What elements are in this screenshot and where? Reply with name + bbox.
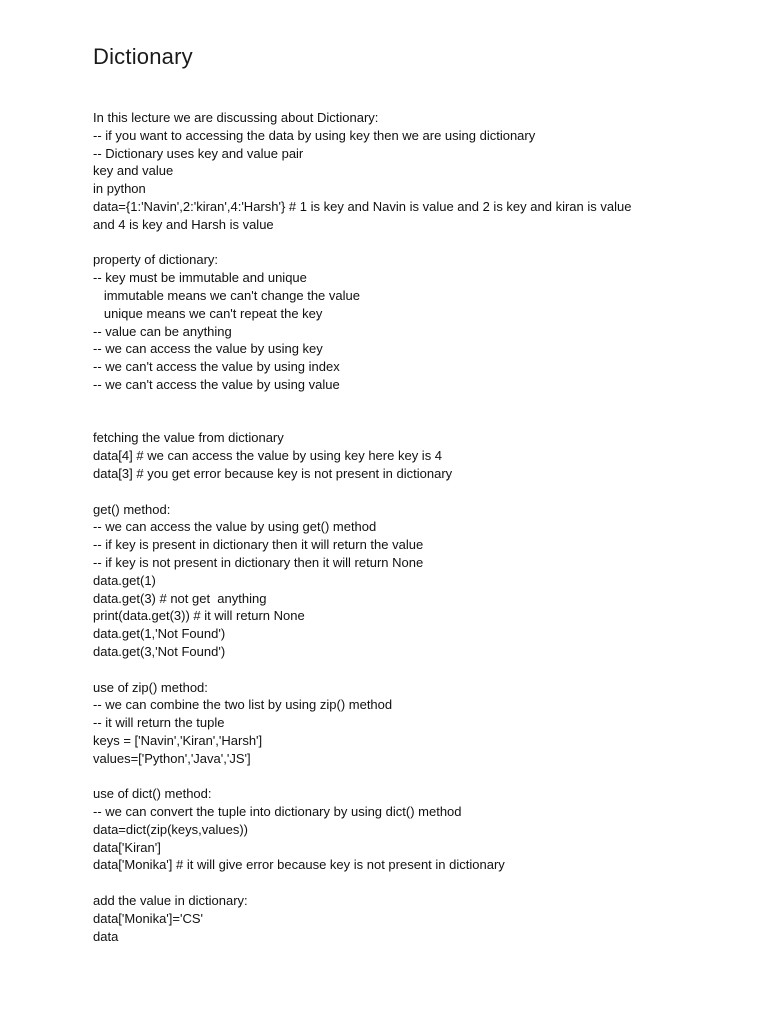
text-line: values=['Python','Java','JS']: [93, 750, 251, 766]
text-line: -- Dictionary uses key and value pair: [93, 145, 304, 161]
text-line: data=dict(zip(keys,values)): [93, 821, 248, 837]
text-line: add the value in dictionary:: [93, 893, 248, 909]
blank-line: [93, 412, 713, 430]
text-line: data['Monika']='CS': [93, 910, 204, 926]
text-line: key and value: [93, 163, 174, 179]
text-line: and 4 is key and Harsh is value: [93, 216, 274, 232]
text-line: -- we can access the value by using get() method: [93, 519, 377, 535]
text-line: data={1:'Navin',2:'kiran',4:'Harsh'} # 1 is key and Navin is value and 2 is key and kiran is value: [93, 198, 632, 214]
text-line: data.get(1,'Not Found'): [93, 626, 226, 642]
text-line: use of dict() method:: [93, 786, 212, 802]
document-body: [93, 109, 713, 945]
text-line: -- if you want to accessing the data by using key then we are using dictionary: [93, 127, 536, 143]
text-line: -- it will return the tuple: [93, 715, 225, 731]
text-line: -- we can't access the value by using value: [93, 376, 340, 392]
text-line: data['Kiran']: [93, 839, 161, 855]
text-line: data[4] # we can access the value by using key here key is 4: [93, 448, 443, 464]
text-line: unique means we can't repeat the key: [93, 305, 323, 321]
text-line: print(data.get(3)) # it will return None: [93, 608, 305, 624]
text-line: use of zip() method:: [93, 679, 208, 695]
text-line: keys = ['Navin','Kiran','Harsh']: [93, 732, 263, 748]
blank-line: [93, 767, 713, 785]
text-line: -- we can convert the tuple into dictionary by using dict() method: [93, 804, 462, 820]
text-line: -- if key is present in dictionary then it will return the value: [93, 537, 424, 553]
text-line: data.get(3,'Not Found'): [93, 643, 226, 659]
text-line: data: [93, 928, 119, 944]
blank-line: [93, 483, 713, 501]
text-line: -- we can combine the two list by using zip() method: [93, 697, 393, 713]
text-line: data['Monika'] # it will give error because key is not present in dictionary: [93, 857, 505, 873]
text-line: -- we can't access the value by using index: [93, 359, 340, 375]
blank-line: [93, 661, 713, 679]
text-line: data[3] # you get error because key is not present in dictionary: [93, 465, 453, 481]
text-line: property of dictionary:: [93, 252, 219, 268]
blank-line: [93, 394, 713, 412]
blank-line: [93, 874, 713, 892]
text-line: in python: [93, 181, 146, 197]
text-line: -- value can be anything: [93, 323, 232, 339]
text-line: data.get(3) # not get anything: [93, 590, 267, 606]
text-line: data.get(1): [93, 572, 156, 588]
text-line: In this lecture we are discussing about Dictionary:: [93, 110, 379, 125]
blank-line: [93, 234, 713, 252]
text-line: -- key must be immutable and unique: [93, 270, 307, 286]
document-title: Dictionary: [93, 44, 193, 69]
text-line: -- if key is not present in dictionary then it will return None: [93, 554, 424, 570]
text-line: fetching the value from dictionary: [93, 430, 284, 446]
text-line: -- we can access the value by using key: [93, 341, 323, 357]
text-line: immutable means we can't change the value: [93, 287, 360, 303]
text-line: get() method:: [93, 501, 171, 517]
